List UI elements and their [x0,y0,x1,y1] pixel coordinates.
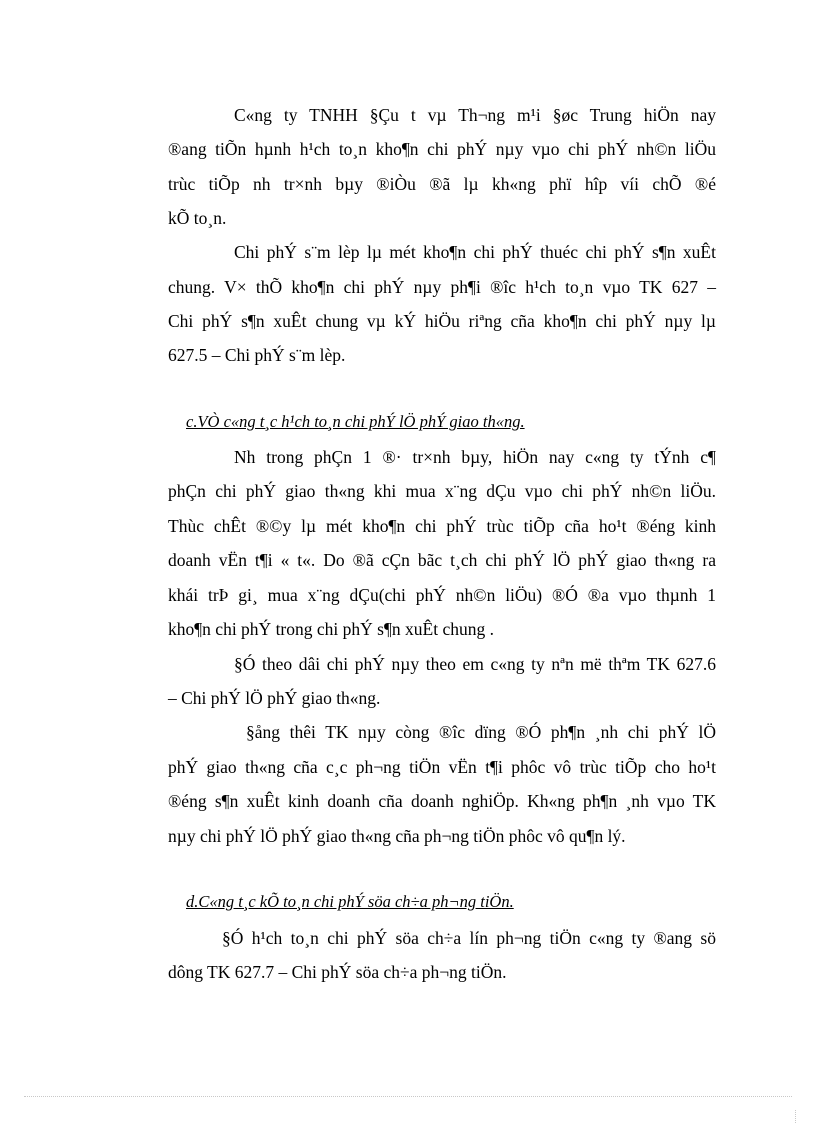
text-line: ®éng s¶n xuÊt kinh doanh cña doanh nghiÖp. Kh«ng ph¶n ¸nh vµo TK [168,791,716,811]
text-line: Chi phÝ s¶n xuÊt chung vµ kÝ hiÖu riªng cña kho¶n chi phÝ nµy lµ [168,311,716,331]
text-line: 627.5 – Chi phÝ s¨m lèp. [168,345,346,365]
text-line: Chi phÝ s¨m lèp lµ mét kho¶n chi phÝ thuéc chi phÝ s¶n xuÊt [234,242,716,262]
text-line: phÇn chi phÝ giao th«ng khi mua x¨ng dÇu vµo chi phÝ nh©n liÖu. [168,481,716,501]
text-line: trùc tiÕp nh tr×nh bµy ®iÒu ®ã lµ kh«ng phï hîp víi chÕ ®é [168,174,716,194]
page-bottom-divider [24,1096,792,1097]
page-edge-marker [795,1110,796,1123]
text-line: §Ó h¹ch to¸n chi phÝ söa ch÷a lín ph¬ng tiÖn c«ng ty ®ang sö [222,928,716,948]
text-line: §ång thêi TK nµy còng ®îc dïng ®Ó ph¶n ¸nh chi phÝ lÖ [246,722,716,742]
text-line: §Ó theo dâi chi phÝ nµy theo em c«ng ty nªn më thªm TK 627.6 [234,654,716,674]
section-heading-c: c.VÒ c«ng t¸c h¹ch to¸n chi phÝ lÖ phÝ giao th«ng. [186,412,525,431]
text-line: nµy chi phÝ lÖ phÝ giao th«ng cña ph¬ng tiÖn phôc vô qu¶n lý. [168,826,626,846]
text-line: Thùc chÊt ®©y lµ mét kho¶n chi phÝ trùc tiÕp cña ho¹t ®éng kinh [168,516,716,536]
text-line: khái trÞ gi¸ mua x¨ng dÇu(chi phÝ nh©n liÖu) ®Ó ®a vµo thµnh 1 [168,585,716,605]
text-line: kho¶n chi phÝ trong chi phÝ s¶n xuÊt chung . [168,619,494,639]
text-line: phÝ giao th«ng cña c¸c ph¬ng tiÖn vËn t¶i phôc vô trùc tiÕp cho ho¹t [168,757,716,777]
text-line: doanh vËn t¶i « t«. Do ®ã cÇn bãc t¸ch chi phÝ lÖ phÝ giao th«ng ra [168,550,716,570]
text-line: – Chi phÝ lÖ phÝ giao th«ng. [168,688,381,708]
text-line: ®ang tiÕn hµnh h¹ch to¸n kho¶n chi phÝ nµy vµo chi phÝ nh©n liÖu [168,139,716,159]
text-line: C«ng ty TNHH §Çu t vµ Th¬ng m¹i §øc Trung hiÖn nay [234,105,716,125]
text-line: chung. V× thÕ kho¶n chi phÝ nµy ph¶i ®îc h¹ch to¸n vµo TK 627 – [168,277,716,297]
text-line: kÕ to¸n. [168,208,227,228]
section-heading-d: d.C«ng t¸c kÕ to¸n chi phÝ söa ch÷a ph¬ng tiÖn. [186,892,514,911]
text-line: dông TK 627.7 – Chi phÝ söa ch÷a ph¬ng tiÖn. [168,962,507,982]
text-line: Nh trong phÇn 1 ®· tr×nh bµy, hiÖn nay c«ng ty tÝnh c¶ [234,447,716,467]
